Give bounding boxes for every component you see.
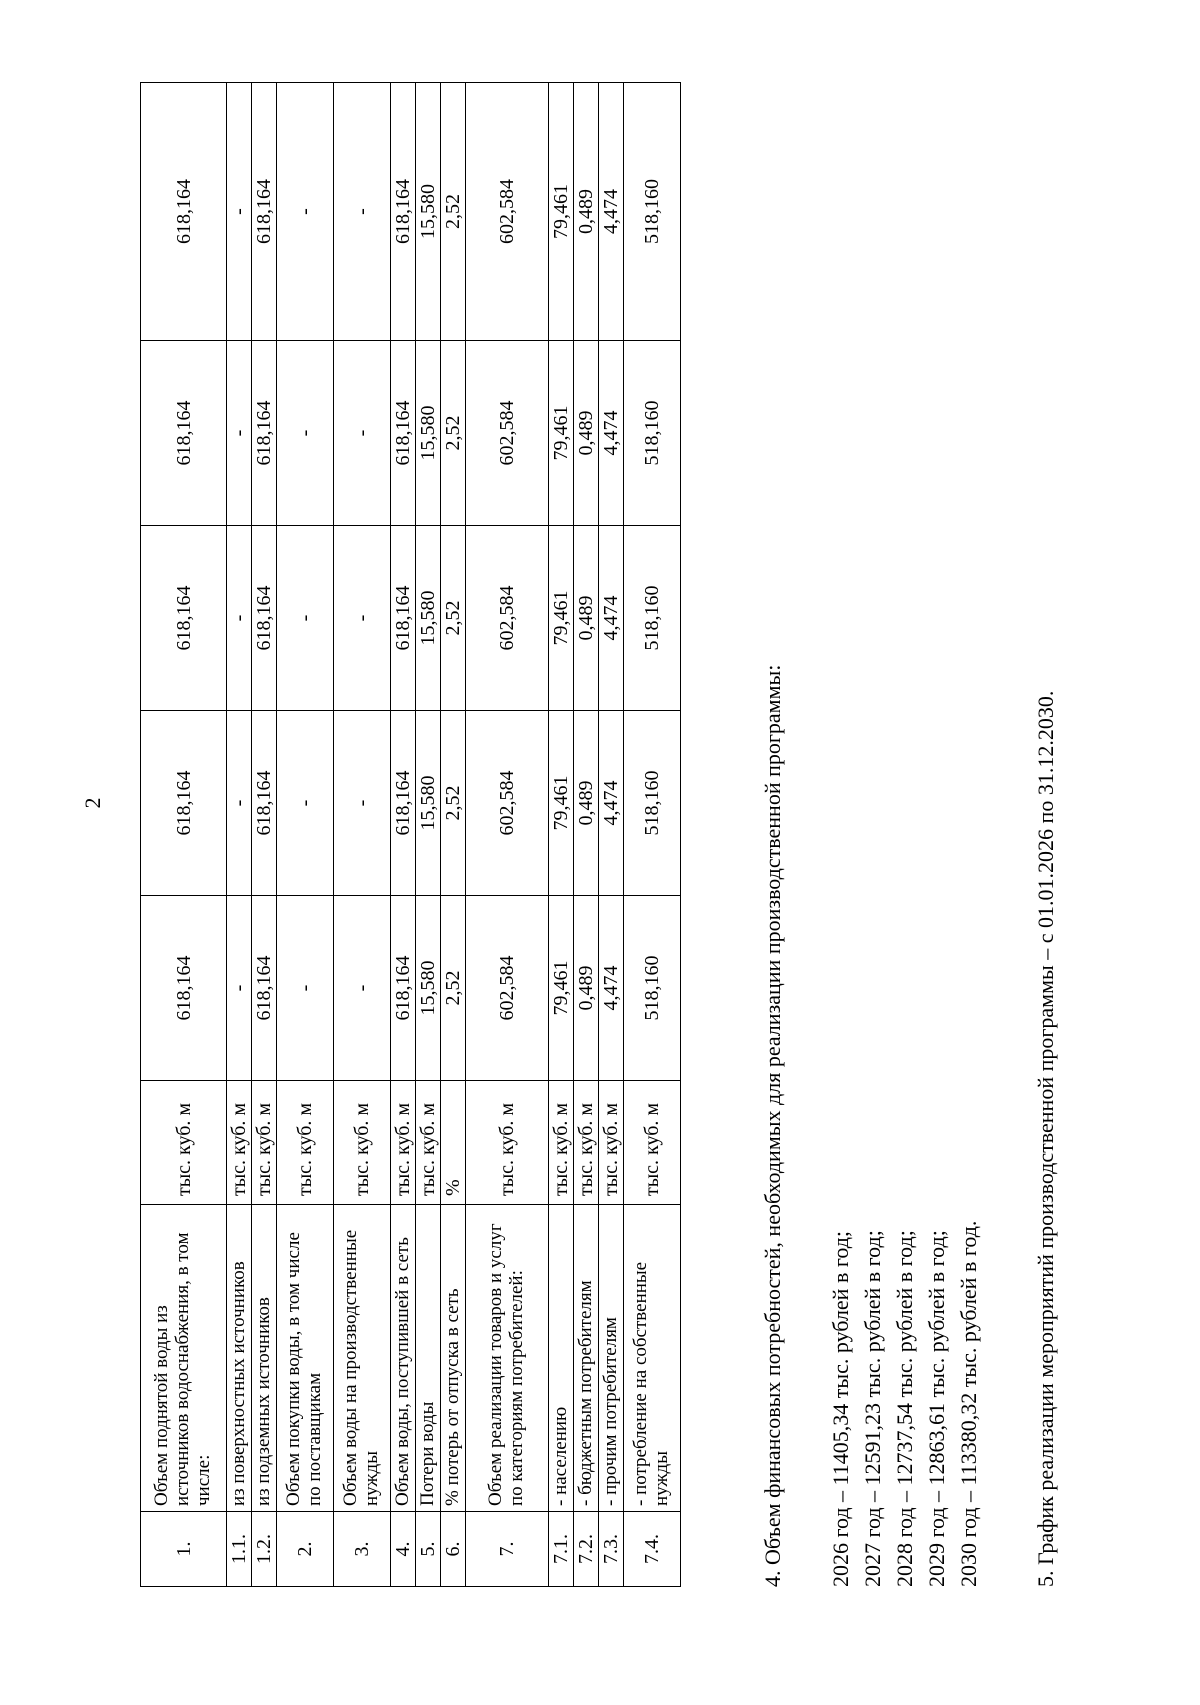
row-value: 79,461 bbox=[549, 341, 574, 526]
row-value: 4,474 bbox=[599, 83, 624, 341]
table-row bbox=[624, 83, 681, 1587]
row-value: 15,580 bbox=[416, 341, 441, 526]
row-unit: тыс. куб. м bbox=[277, 1081, 334, 1205]
row-value: 15,580 bbox=[416, 83, 441, 341]
row-indicator-name: Объем поднятой воды из источников водоснабжения, в том числе: bbox=[141, 1205, 227, 1512]
row-number: 7.3. bbox=[599, 1512, 624, 1587]
row-value: 518,160 bbox=[624, 711, 681, 896]
row-value: - bbox=[277, 83, 334, 341]
row-unit: тыс. куб. м bbox=[466, 1081, 549, 1205]
table-row bbox=[574, 83, 599, 1587]
row-unit: тыс. куб. м bbox=[599, 1081, 624, 1205]
row-number: 7.4. bbox=[624, 1512, 681, 1587]
table-row bbox=[549, 83, 574, 1587]
year-line: 2030 год – 113380,32 тыс. рублей в год. bbox=[956, 1220, 981, 1587]
row-value: 602,584 bbox=[466, 711, 549, 896]
table-row bbox=[252, 83, 277, 1587]
row-unit: тыс. куб. м bbox=[624, 1081, 681, 1205]
row-unit: тыс. куб. м bbox=[391, 1081, 416, 1205]
year-line: 2028 год – 12737,54 тыс. рублей в год; bbox=[892, 1230, 917, 1587]
row-value: - bbox=[277, 341, 334, 526]
financial-needs-by-year bbox=[825, 1221, 985, 1587]
row-value: 79,461 bbox=[549, 896, 574, 1081]
table-row bbox=[391, 83, 416, 1587]
row-value: 2,52 bbox=[441, 83, 466, 341]
row-value: 618,164 bbox=[252, 896, 277, 1081]
row-unit: тыс. куб. м bbox=[227, 1081, 252, 1205]
row-value: 518,160 bbox=[624, 341, 681, 526]
row-indicator-name: - бюджетным потребителям bbox=[574, 1205, 599, 1512]
row-number: 4. bbox=[391, 1512, 416, 1587]
row-value: 602,584 bbox=[466, 526, 549, 711]
row-indicator-name: - потребление на собственные нужды bbox=[624, 1205, 681, 1512]
row-value: 2,52 bbox=[441, 526, 466, 711]
row-value: 2,52 bbox=[441, 896, 466, 1081]
row-indicator-name: Объем воды, поступившей в сеть bbox=[391, 1205, 416, 1512]
table-row bbox=[599, 83, 624, 1587]
row-value: - bbox=[334, 711, 391, 896]
year-line: 2026 год – 11405,34 тыс. рублей в год; bbox=[828, 1231, 853, 1587]
row-value: 518,160 bbox=[624, 83, 681, 341]
row-value: - bbox=[334, 341, 391, 526]
row-unit: тыс. куб. м bbox=[549, 1081, 574, 1205]
table-row bbox=[141, 83, 227, 1587]
production-indicators-table bbox=[140, 82, 681, 1587]
table-row bbox=[441, 83, 466, 1587]
row-value: 15,580 bbox=[416, 896, 441, 1081]
row-number: 1.2. bbox=[252, 1512, 277, 1587]
row-unit: тыс. куб. м bbox=[252, 1081, 277, 1205]
row-value: 0,489 bbox=[574, 711, 599, 896]
row-value: 0,489 bbox=[574, 526, 599, 711]
row-indicator-name: из подземных источников bbox=[252, 1205, 277, 1512]
row-indicator-name: - прочим потребителям bbox=[599, 1205, 624, 1512]
row-value: 618,164 bbox=[252, 711, 277, 896]
table-row bbox=[277, 83, 334, 1587]
row-value: 602,584 bbox=[466, 83, 549, 341]
row-value: 4,474 bbox=[599, 526, 624, 711]
row-value: - bbox=[277, 896, 334, 1081]
row-value: 0,489 bbox=[574, 341, 599, 526]
row-value: 618,164 bbox=[141, 526, 227, 711]
row-value: 618,164 bbox=[391, 896, 416, 1081]
row-number: 7.2. bbox=[574, 1512, 599, 1587]
row-indicator-name: % потерь от отпуска в сеть bbox=[441, 1205, 466, 1512]
row-value: 618,164 bbox=[391, 526, 416, 711]
row-number: 7. bbox=[466, 1512, 549, 1587]
row-value: - bbox=[227, 896, 252, 1081]
row-value: 618,164 bbox=[252, 83, 277, 341]
row-indicator-name: из поверхностных источников bbox=[227, 1205, 252, 1512]
row-value: - bbox=[227, 711, 252, 896]
row-value: - bbox=[227, 526, 252, 711]
row-indicator-name: Потери воды bbox=[416, 1205, 441, 1512]
row-unit: тыс. куб. м bbox=[574, 1081, 599, 1205]
row-value: 0,489 bbox=[574, 896, 599, 1081]
row-value: 15,580 bbox=[416, 526, 441, 711]
page-number: 2 bbox=[80, 797, 105, 809]
row-value: 2,52 bbox=[441, 341, 466, 526]
row-value: 618,164 bbox=[391, 711, 416, 896]
row-number: 6. bbox=[441, 1512, 466, 1587]
row-value: - bbox=[227, 83, 252, 341]
row-value: - bbox=[277, 711, 334, 896]
row-indicator-name: Объем реализации товаров и услуг по категориям потребителей: bbox=[466, 1205, 549, 1512]
row-unit: тыс. куб. м bbox=[141, 1081, 227, 1205]
row-value: 4,474 bbox=[599, 341, 624, 526]
row-value: 0,489 bbox=[574, 83, 599, 341]
section-4-heading: 4. Объем финансовых потребностей, необходимых для реализации производственной программы: bbox=[760, 664, 785, 1587]
row-value: 618,164 bbox=[141, 83, 227, 341]
row-number: 1. bbox=[141, 1512, 227, 1587]
row-number: 7.1. bbox=[549, 1512, 574, 1587]
row-value: 602,584 bbox=[466, 341, 549, 526]
section-5-heading: 5. График реализации мероприятий производственной программы – с 01.01.2026 по 31.12.2030. bbox=[1033, 690, 1058, 1587]
table-row bbox=[334, 83, 391, 1587]
row-value: 2,52 bbox=[441, 711, 466, 896]
year-line: 2029 год – 12863,61 тыс. рублей в год; bbox=[924, 1230, 949, 1587]
row-unit: тыс. куб. м bbox=[334, 1081, 391, 1205]
year-line: 2027 год – 12591,23 тыс. рублей в год; bbox=[860, 1230, 885, 1587]
row-value: 518,160 bbox=[624, 526, 681, 711]
row-number: 2. bbox=[277, 1512, 334, 1587]
table-body bbox=[141, 83, 681, 1587]
row-value: - bbox=[334, 83, 391, 341]
row-value: 618,164 bbox=[391, 83, 416, 341]
table-row bbox=[227, 83, 252, 1587]
row-value: - bbox=[334, 896, 391, 1081]
row-unit: тыс. куб. м bbox=[416, 1081, 441, 1205]
row-value: - bbox=[227, 341, 252, 526]
row-value: 618,164 bbox=[252, 341, 277, 526]
row-value: - bbox=[334, 526, 391, 711]
row-value: 79,461 bbox=[549, 711, 574, 896]
row-value: 602,584 bbox=[466, 896, 549, 1081]
row-value: 4,474 bbox=[599, 711, 624, 896]
row-value: 15,580 bbox=[416, 711, 441, 896]
row-number: 1.1. bbox=[227, 1512, 252, 1587]
row-number: 5. bbox=[416, 1512, 441, 1587]
table-row bbox=[416, 83, 441, 1587]
row-indicator-name: - населению bbox=[549, 1205, 574, 1512]
row-value: - bbox=[277, 526, 334, 711]
row-value: 79,461 bbox=[549, 526, 574, 711]
table-row bbox=[466, 83, 549, 1587]
row-value: 618,164 bbox=[141, 711, 227, 896]
row-value: 4,474 bbox=[599, 896, 624, 1081]
row-value: 618,164 bbox=[141, 341, 227, 526]
row-value: 618,164 bbox=[252, 526, 277, 711]
row-indicator-name: Объем покупки воды, в том числе по поставщикам bbox=[277, 1205, 334, 1512]
row-value: 518,160 bbox=[624, 896, 681, 1081]
row-value: 618,164 bbox=[141, 896, 227, 1081]
row-unit: % bbox=[441, 1081, 466, 1205]
row-indicator-name: Объем воды на производственные нужды bbox=[334, 1205, 391, 1512]
row-value: 79,461 bbox=[549, 83, 574, 341]
row-value: 618,164 bbox=[391, 341, 416, 526]
row-number: 3. bbox=[334, 1512, 391, 1587]
